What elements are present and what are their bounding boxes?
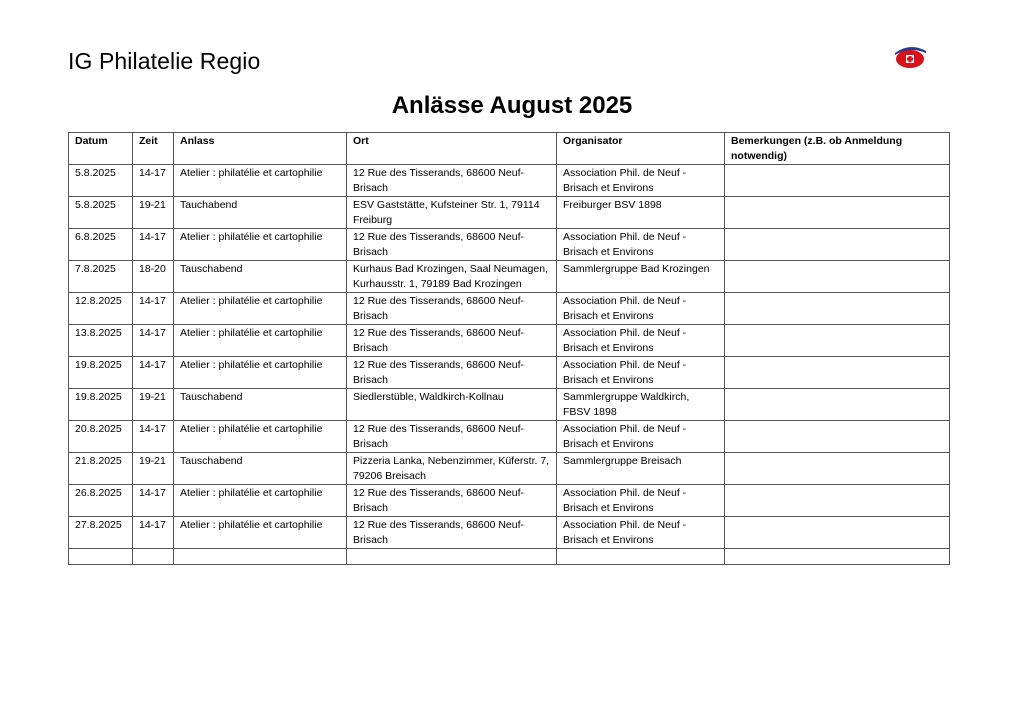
cell-anlass: Atelier : philatélie et cartophilie bbox=[174, 325, 347, 357]
cell-organisator: Association Phil. de Neuf -Brisach et Environs bbox=[557, 517, 725, 549]
cell-organisator: Association Phil. de Neuf -Brisach et Environs bbox=[557, 421, 725, 453]
cell-anlass: Atelier : philatélie et cartophilie bbox=[174, 165, 347, 197]
cell-bemerkungen bbox=[725, 517, 950, 549]
cell-zeit: 14-17 bbox=[133, 517, 174, 549]
cell-zeit: 19-21 bbox=[133, 197, 174, 229]
cell-datum: 7.8.2025 bbox=[69, 261, 133, 293]
cell-anlass: Atelier : philatélie et cartophilie bbox=[174, 517, 347, 549]
cell-zeit: 14-17 bbox=[133, 357, 174, 389]
cell-ort: ESV Gaststätte, Kufsteiner Str. 1, 79114 Freiburg bbox=[347, 197, 557, 229]
cell-ort: Pizzeria Lanka, Nebenzimmer, Küferstr. 7, 79206 Breisach bbox=[347, 453, 557, 485]
cell-ort: 12 Rue des Tisserands, 68600 Neuf-Brisach bbox=[347, 357, 557, 389]
column-header-datum: Datum bbox=[69, 133, 133, 165]
cell-datum: 5.8.2025 bbox=[69, 165, 133, 197]
events-table bbox=[68, 132, 950, 565]
philately-club-logo-icon bbox=[893, 44, 927, 70]
table-row bbox=[69, 197, 950, 229]
cell-anlass: Tauchabend bbox=[174, 197, 347, 229]
cell-zeit: 19-21 bbox=[133, 389, 174, 421]
cell-anlass: Atelier : philatélie et cartophilie bbox=[174, 229, 347, 261]
cell-ort: Siedlerstüble, Waldkirch-Kollnau bbox=[347, 389, 557, 421]
table-row bbox=[69, 229, 950, 261]
cell-organisator: Association Phil. de Neuf -Brisach et Environs bbox=[557, 165, 725, 197]
table-row bbox=[69, 421, 950, 453]
cell-anlass: Atelier : philatélie et cartophilie bbox=[174, 293, 347, 325]
table-row bbox=[69, 453, 950, 485]
cell-anlass: Tauschabend bbox=[174, 261, 347, 293]
cell-bemerkungen bbox=[725, 197, 950, 229]
cell-zeit: 14-17 bbox=[133, 485, 174, 517]
cell-ort: 12 Rue des Tisserands, 68600 Neuf-Brisach bbox=[347, 165, 557, 197]
cell-ort: 12 Rue des Tisserands, 68600 Neuf-Brisach bbox=[347, 325, 557, 357]
cell-bemerkungen bbox=[725, 229, 950, 261]
cell-zeit: 19-21 bbox=[133, 453, 174, 485]
table-row bbox=[69, 293, 950, 325]
table-row bbox=[69, 389, 950, 421]
column-header-bemerkungen: Bemerkungen (z.B. ob Anmeldung notwendig) bbox=[725, 133, 950, 165]
cell-datum: 26.8.2025 bbox=[69, 485, 133, 517]
cell-anlass: Atelier : philatélie et cartophilie bbox=[174, 485, 347, 517]
cell-ort: 12 Rue des Tisserands, 68600 Neuf-Brisach bbox=[347, 293, 557, 325]
cell-datum bbox=[69, 549, 133, 565]
table-row bbox=[69, 261, 950, 293]
table-header-row bbox=[69, 133, 950, 165]
cell-datum: 12.8.2025 bbox=[69, 293, 133, 325]
cell-ort bbox=[347, 549, 557, 565]
events-table-body bbox=[69, 165, 950, 565]
cell-anlass: Tauschabend bbox=[174, 389, 347, 421]
cell-bemerkungen bbox=[725, 293, 950, 325]
cell-organisator: Association Phil. de Neuf -Brisach et Environs bbox=[557, 485, 725, 517]
cell-datum: 13.8.2025 bbox=[69, 325, 133, 357]
cell-bemerkungen bbox=[725, 549, 950, 565]
cell-organisator: Sammlergruppe Breisach bbox=[557, 453, 725, 485]
cell-bemerkungen bbox=[725, 485, 950, 517]
cell-bemerkungen bbox=[725, 325, 950, 357]
cell-organisator: Association Phil. de Neuf -Brisach et Environs bbox=[557, 325, 725, 357]
table-row bbox=[69, 165, 950, 197]
cell-zeit bbox=[133, 549, 174, 565]
cell-organisator: Freiburger BSV 1898 bbox=[557, 197, 725, 229]
cell-bemerkungen bbox=[725, 421, 950, 453]
cell-datum: 19.8.2025 bbox=[69, 389, 133, 421]
cell-organisator: Sammlergruppe Waldkirch, FBSV 1898 bbox=[557, 389, 725, 421]
cell-ort: Kurhaus Bad Krozingen, Saal Neumagen, Kurhausstr. 1, 79189 Bad Krozingen bbox=[347, 261, 557, 293]
org-title: IG Philatelie Regio bbox=[68, 48, 261, 74]
cell-zeit: 14-17 bbox=[133, 421, 174, 453]
cell-anlass: Tauschabend bbox=[174, 453, 347, 485]
cell-ort: 12 Rue des Tisserands, 68600 Neuf-Brisach bbox=[347, 229, 557, 261]
column-header-zeit: Zeit bbox=[133, 133, 174, 165]
column-header-ort: Ort bbox=[347, 133, 557, 165]
cell-zeit: 14-17 bbox=[133, 325, 174, 357]
cell-datum: 19.8.2025 bbox=[69, 357, 133, 389]
cell-datum: 21.8.2025 bbox=[69, 453, 133, 485]
cell-datum: 27.8.2025 bbox=[69, 517, 133, 549]
cell-ort: 12 Rue des Tisserands, 68600 Neuf-Brisach bbox=[347, 485, 557, 517]
cell-ort: 12 Rue des Tisserands, 68600 Neuf-Brisach bbox=[347, 421, 557, 453]
cell-bemerkungen bbox=[725, 357, 950, 389]
cell-organisator bbox=[557, 549, 725, 565]
cell-zeit: 18-20 bbox=[133, 261, 174, 293]
cell-anlass: Atelier : philatélie et cartophilie bbox=[174, 421, 347, 453]
table-row bbox=[69, 357, 950, 389]
table-row bbox=[69, 325, 950, 357]
cell-zeit: 14-17 bbox=[133, 229, 174, 261]
cell-bemerkungen bbox=[725, 165, 950, 197]
cell-organisator: Association Phil. de Neuf -Brisach et Environs bbox=[557, 229, 725, 261]
cell-datum: 5.8.2025 bbox=[69, 197, 133, 229]
cell-zeit: 14-17 bbox=[133, 293, 174, 325]
column-header-organisator: Organisator bbox=[557, 133, 725, 165]
table-row bbox=[69, 517, 950, 549]
table-row-empty bbox=[69, 549, 950, 565]
column-header-anlass: Anlass bbox=[174, 133, 347, 165]
cell-bemerkungen bbox=[725, 453, 950, 485]
cell-anlass: Atelier : philatélie et cartophilie bbox=[174, 357, 347, 389]
table-row bbox=[69, 485, 950, 517]
cell-bemerkungen bbox=[725, 389, 950, 421]
document-title: Anlässe August 2025 bbox=[391, 92, 633, 119]
cell-organisator: Sammlergruppe Bad Krozingen bbox=[557, 261, 725, 293]
cell-zeit: 14-17 bbox=[133, 165, 174, 197]
cell-datum: 6.8.2025 bbox=[69, 229, 133, 261]
cell-datum: 20.8.2025 bbox=[69, 421, 133, 453]
cell-organisator: Association Phil. de Neuf -Brisach et Environs bbox=[557, 357, 725, 389]
cell-ort: 12 Rue des Tisserands, 68600 Neuf-Brisach bbox=[347, 517, 557, 549]
cell-bemerkungen bbox=[725, 261, 950, 293]
cell-anlass bbox=[174, 549, 347, 565]
cell-organisator: Association Phil. de Neuf -Brisach et Environs bbox=[557, 293, 725, 325]
